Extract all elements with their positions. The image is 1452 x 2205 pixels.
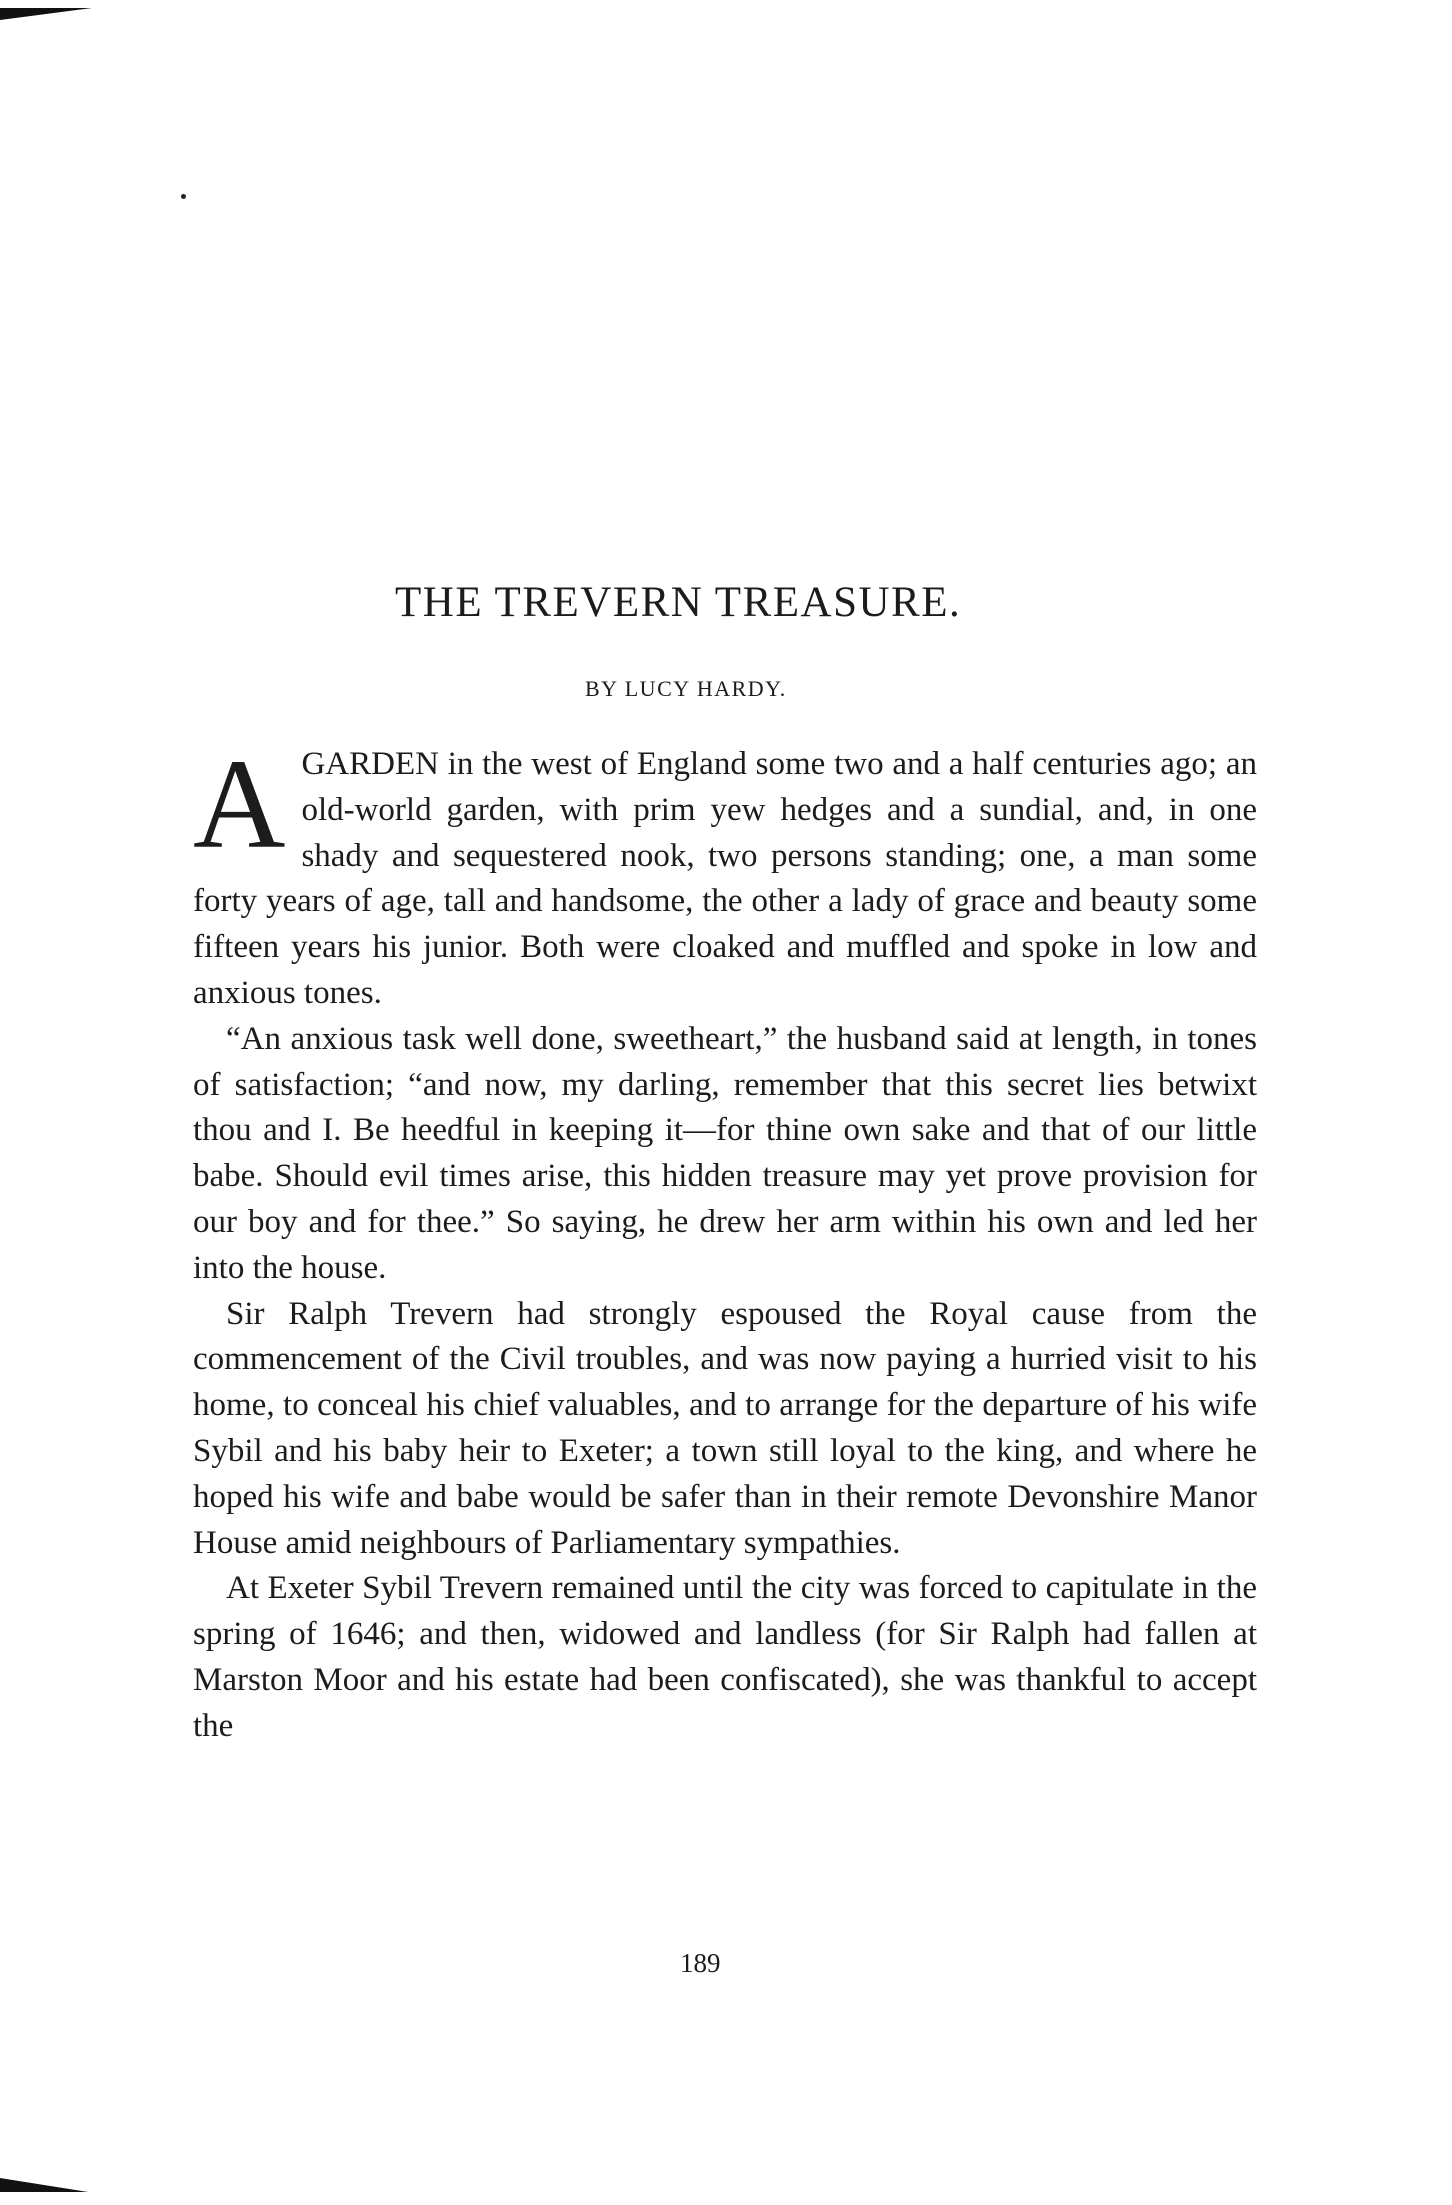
- drop-cap: A: [193, 733, 286, 875]
- paragraph: “An anxious task well done, sweetheart,” the husband said at length, in tones of satisfaction; “and now, my darling, remember that this secret lies betwixt thou and I. Be heedful in keeping it—for thine own sake and that of our little babe. Should evil times arise, this hidden treasure may yet prove provision for our boy and for thee.” So saying, he drew her arm within his own and led her into the house.: [193, 1020, 1257, 1286]
- body-text: [193, 733, 1257, 1750]
- paragraph-text: GARDEN in the west of England some two and a half centuries ago; an old-world garden, with prim yew hedges and a sundial, and, in one shady and sequestered nook, two persons standing; one, a man some forty years of age, tall and handsome, the other a lady of grace and beauty some fifteen years his junior. Both were cloaked and muffled and spoke in low and anxious tones.: [193, 746, 1257, 1011]
- print-speck: [181, 194, 186, 199]
- paragraph: [193, 733, 1257, 1017]
- page-edge-mark: [0, 8, 92, 20]
- page-number: 189: [680, 1948, 721, 1978]
- paragraph: At Exeter Sybil Trevern remained until the city was forced to capitulate in the spring of 1646; and then, widowed and landless (for Sir Ralph had fallen at Marston Moor and his estate had been confiscated), she was thankful to accept the: [193, 1570, 1257, 1744]
- page-edge-mark: [0, 2178, 88, 2192]
- paragraph: Sir Ralph Trevern had strongly espoused the Royal cause from the commencement of the Civil troubles, and was now paying a hurried visit to his home, to conceal his chief valuables, and to arrange for the departure of his wife Sybil and his baby heir to Exeter; a town still loyal to the king, and where he hoped his wife and babe would be safer than in their remote Devonshire Manor House amid neighbours of Parliamentary sympathies.: [193, 1295, 1257, 1561]
- author-byline: BY LUCY HARDY.: [585, 676, 787, 701]
- story-title: THE TREVERN TREASURE.: [395, 579, 962, 626]
